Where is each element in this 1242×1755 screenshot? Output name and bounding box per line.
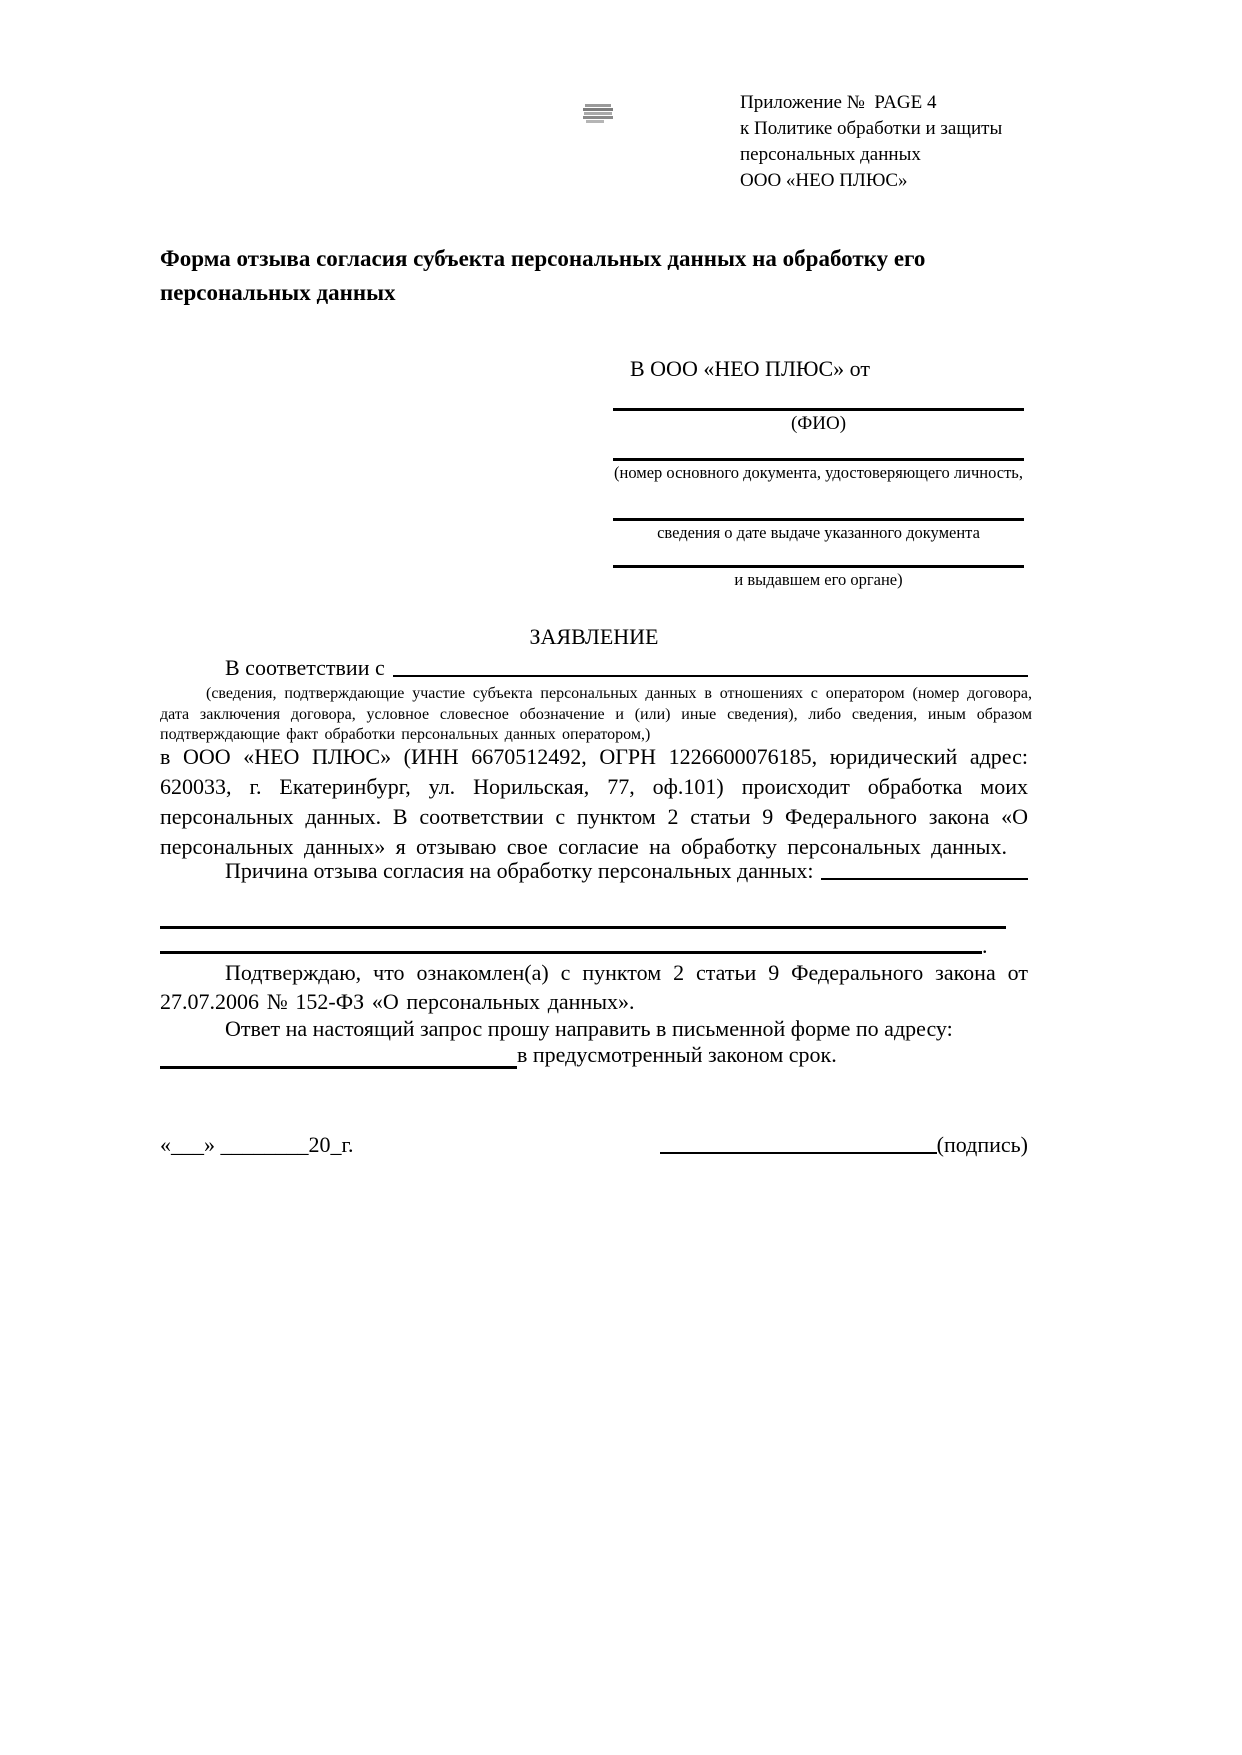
document-number-caption: (номер основного документа, удостоверяющего личность, xyxy=(614,463,1023,482)
reply-tail: в предусмотренный законом срок. xyxy=(517,1042,837,1067)
reply-address-row xyxy=(160,1042,1028,1069)
confirmation-paragraph: Подтверждаю, что ознакомлен(а) с пунктом 2 статьи 9 Федерального закона от 27.07.2006 № 152-ФЗ «О персональных данных». xyxy=(160,960,1028,1014)
reason-continuation-blank-line-1 xyxy=(160,906,1006,929)
signature-group xyxy=(660,1132,1028,1158)
issuing-authority-blank-line xyxy=(613,553,1024,568)
field-issue-date xyxy=(613,506,1024,543)
blank-line-period: . xyxy=(982,933,988,958)
reason-blank-line xyxy=(821,858,1028,880)
annex-line-3: персональных данных xyxy=(740,144,921,165)
intro-blank-line xyxy=(393,655,1028,677)
issue-date-caption: сведения о дате выдаче указанного документа xyxy=(657,523,980,542)
reply-request-line: Ответ на настоящий запрос прошу направить в письменной форме по адресу: xyxy=(225,1016,953,1041)
statement-body: в ООО «НЕО ПЛЮС» (ИНН 6670512492, ОГРН 1226600076185, юридический адрес: 620033, г. Екатеринбург, ул. Норильская, 77, оф.101) происходит обработка моих персональных данных. В соответствии с пунктом 2 статьи 9 Федерального закона «О персональных данных» я отзываю свое согласие на обработку персональных данных. xyxy=(160,744,1028,859)
reason-label: Причина отзыва согласия на обработку персональных данных: xyxy=(225,858,814,883)
field-fio xyxy=(613,396,1024,435)
reason-row xyxy=(160,858,1028,884)
date-blank-text: «___» ________20_г. xyxy=(160,1132,354,1157)
intro-prefix: В соответствии с xyxy=(225,655,385,680)
document-title: Форма отзыва согласия субъекта персональных данных на обработку его персональных данных xyxy=(160,246,926,305)
addressee-line: В ООО «НЕО ПЛЮС» от xyxy=(630,356,870,381)
reply-address-blank-line xyxy=(160,1042,517,1069)
annex-line-2: к Политике обработки и защиты xyxy=(740,118,1003,139)
date-signature-row xyxy=(160,1132,1028,1158)
embedded-object-artifact-icon xyxy=(583,104,613,126)
annex-line-4: ООО «НЕО ПЛЮС» xyxy=(740,170,908,191)
reason-continuation-blank-line-2 xyxy=(160,931,982,954)
fio-blank-line xyxy=(613,396,1024,411)
issue-date-blank-line xyxy=(613,506,1024,521)
fio-caption: (ФИО) xyxy=(790,413,847,434)
statement-intro-row xyxy=(160,655,1028,681)
statement-heading: ЗАЯВЛЕНИЕ xyxy=(529,624,659,649)
signature-blank-line xyxy=(660,1132,937,1154)
annex-header xyxy=(740,90,1002,194)
field-document-number xyxy=(613,446,1024,483)
signature-caption: (подпись) xyxy=(936,1132,1028,1157)
document-number-blank-line xyxy=(613,446,1024,461)
reason-continuation-row-2 xyxy=(160,931,1028,959)
field-issuing-authority xyxy=(613,553,1024,590)
issuing-authority-caption: и выдавшем его органе) xyxy=(734,570,903,589)
annex-line-1: Приложение № PAGE 4 xyxy=(740,92,937,113)
intro-footnote: (сведения, подтверждающие участие субъекта персональных данных в отношениях с оператором (номер договора, дата заключения договора, условное словесное обозначение и (или) иные сведения), либо сведения, иным образом подтверждающие факт обработки персональных данных оператором,) xyxy=(160,685,1032,743)
